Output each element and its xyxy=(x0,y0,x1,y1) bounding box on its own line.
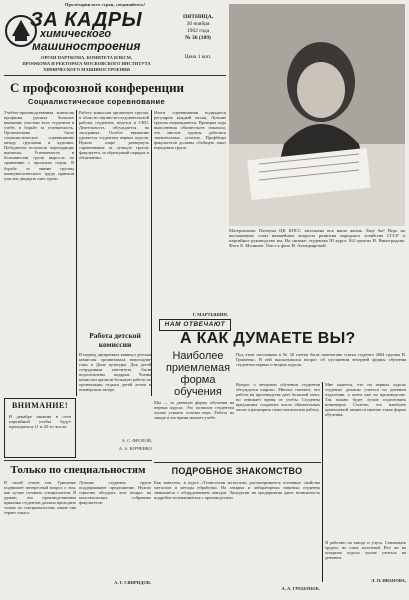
col-divider-1 xyxy=(76,110,77,396)
specialty-title: Только по специальностям xyxy=(10,464,146,476)
specialty-col-2: Лучшие студенты групп поддерживают предложение. Нужно серьезно обсудить этот вопрос на комсомольских собраниях факультетов. xyxy=(79,480,151,506)
specialty-col-1: В своей статье тов. Гришенко поднимает интересный вопрос о том, как лучше готовить специалистов. Я думаю, что производственная практика студентов должна проходить только по специальностям, иначе она теряет смысл. xyxy=(4,480,76,516)
sub-headline-3: форма xyxy=(180,374,216,386)
issue-day: ПЯТНИЦА, xyxy=(182,14,214,20)
signature-sviridov: А. Г. СВИРИДОВ. xyxy=(114,580,151,585)
signature-martyshin: Г. МАРТЫШИН. xyxy=(192,312,228,317)
answer-banner-text: НАМ ОТВЕЧАЮТ xyxy=(164,321,226,328)
org-line-2: ПРОФКОМА И РЕКТОРАТА МОСКОВСКОГО ИНСТИТУТА xyxy=(22,61,151,66)
photo-illustration xyxy=(229,4,405,226)
col-divider-2 xyxy=(151,110,152,396)
issue-date: 30 ноября xyxy=(186,21,210,27)
signature-grebenyuk: А. А. ГРЕБЕНЮК. xyxy=(281,586,320,591)
signature-yurchenko: А. А. ЮРЧЕНКО xyxy=(118,446,152,451)
masthead-title-2: химического xyxy=(40,29,112,40)
org-line-1: ОРГАН ПАРТКОМА, КОМИТЕТА ВЛКСМ, xyxy=(41,55,132,60)
acq-divider xyxy=(154,462,321,463)
commission-title: Работа детской комиссии xyxy=(89,332,141,349)
masthead-title-3: машиностроения xyxy=(32,40,141,52)
right-col-c: Я работаю на заводе и учусь. Совмещать трудно, но опыт полезный. Все же на младших курсах лучше учиться на дневном. xyxy=(325,540,406,561)
sub-headline-block xyxy=(162,350,234,398)
issue-year: 1962 года xyxy=(186,28,210,34)
issue-info xyxy=(172,14,224,61)
student-photo xyxy=(229,4,405,226)
article-col-3: Итоги соревнования подводятся регулярно каждый месяц. Лучшие группы награждаются. Проверка хода выполнения обязательств показала, что многие группы добились значительных успехов. Профбюро факультетов должны обобщать опыт передовых групп. xyxy=(154,110,226,151)
acquaintance-text: Как известно, в курсе «Технология металлов» рассматривается основные свойства металлов и методы обработки. На лекциях и лабораторных занятиях студенты знакомятся с оборудованием заводов. Экскурсии на предприятия дают возможность подробно познакомиться с производством. xyxy=(154,480,320,501)
slogan: Пролетарии всех стран, соединяйтесь! xyxy=(64,2,146,7)
issue-number: № 36 (189) xyxy=(185,35,211,41)
main-subhead: Социалистическое соревнование xyxy=(28,97,166,106)
right-col-b: Мне кажется, что на первых курсах студенты должны учиться на дневном отделении, а затем уже на производстве. Так можно будет лучше подготовить инженеров. Считаю, что наиболее приемлемой является именно такая форма обучения. xyxy=(325,382,406,418)
right-intro: Под этим заголовком в № 30 газеты была напечатана статья студента 2684 группы В. Гришенко. В ней высказывался вопрос об улучшении вечерней формы обучения студентов первых и вторых курсов. xyxy=(236,352,406,368)
spec-divider xyxy=(4,460,152,461)
signature-ivanova: Л. П. ИВАНОВА, xyxy=(371,578,406,583)
issue-price: Цена 1 коп. xyxy=(184,54,212,60)
article-col-2: Работу комиссии организует группа, в области научно-исследовательской работы студентов, ведется в СНО. Деятельность обсуждается на заседаниях. Особое внимание уделяется студентам первых курсов. Нужно шире развернуть соревнование за лучшую группу факультета, за образцовый порядок в общежитии. xyxy=(79,110,149,161)
col-mid-continuation: Мы — за дневную форму обучения на первых курсах. Это позволит студентам лучше усвоить основы наук. Работа на заводе в это время мешает учебе. xyxy=(154,400,234,421)
masthead-title-1: ЗА КАДРЫ xyxy=(30,10,143,30)
signature-frolov: А. С. ФРОЛОВ, xyxy=(121,438,152,443)
photo-caption: Материалами Пленума ЦК КПСС заполнена вся наша жизнь. Еще бы! Ведь на коллоквиуме стоят важнейшие вопросы развития народного хозяйства СССР и партийное руководство им. На снимке: студентка III курса 162 группы Н. Виноградова. Фото Е. Малинов. Текст к фото И. Ахмедьяровой. xyxy=(229,228,405,249)
org-line-3: ХИМИЧЕСКОГО МАШИНОСТРОЕНИЯ xyxy=(43,67,130,72)
attention-text: В декабре занятия в сети партийной учебы будут проходиться 11 и 25-го числа. xyxy=(9,414,71,430)
acquaintance-title: ПОДРОБНОЕ ЗНАКОМСТВО xyxy=(171,466,303,476)
big-headline: А КАК ДУМАЕТЕ ВЫ? xyxy=(180,330,356,347)
attention-title: ВНИМАНИЕ! xyxy=(11,401,69,410)
main-headline: С профсоюзной конференции xyxy=(10,80,185,95)
attention-box xyxy=(4,398,76,458)
sub-headline-1: Наиболее xyxy=(172,350,224,362)
sub-headline-2: приемлемая xyxy=(165,362,231,374)
right-col-a: Вопрос о вечернем обучении студентов обсуждался широко. Многие считают, что работа на производстве дает большой опыт, но отнимает время от учебы. Студенты предлагают сократить число обязательных часов и расширить самостоятельную работу. xyxy=(236,382,320,413)
article-col-1: Учебно-производственная комиссия профкома уделяла большое внимание участию всех студентов в учебе, в борьбе за успеваемость. Организовано было социалистическое соревнование между группами и курсами. Победители получили переходящие вымпелы. Успеваемость в большинстве групп выросла по сравнению с прошлым годом. В борьбе за звание группы коммунистического труда приняли участие двадцать пять групп. xyxy=(4,110,74,181)
commission-text: В период двукратных каникул детская комиссия организовала новогодние елки в Доме культуры. Для детей сотрудников института были подготовлены подарки. Члены комиссии провели большую работу по организации отдыха детей летом в пионерском лагере. xyxy=(79,352,151,393)
masthead-divider xyxy=(4,75,226,76)
col-divider-right xyxy=(322,382,323,582)
sub-headline-4: обучения xyxy=(174,386,222,398)
